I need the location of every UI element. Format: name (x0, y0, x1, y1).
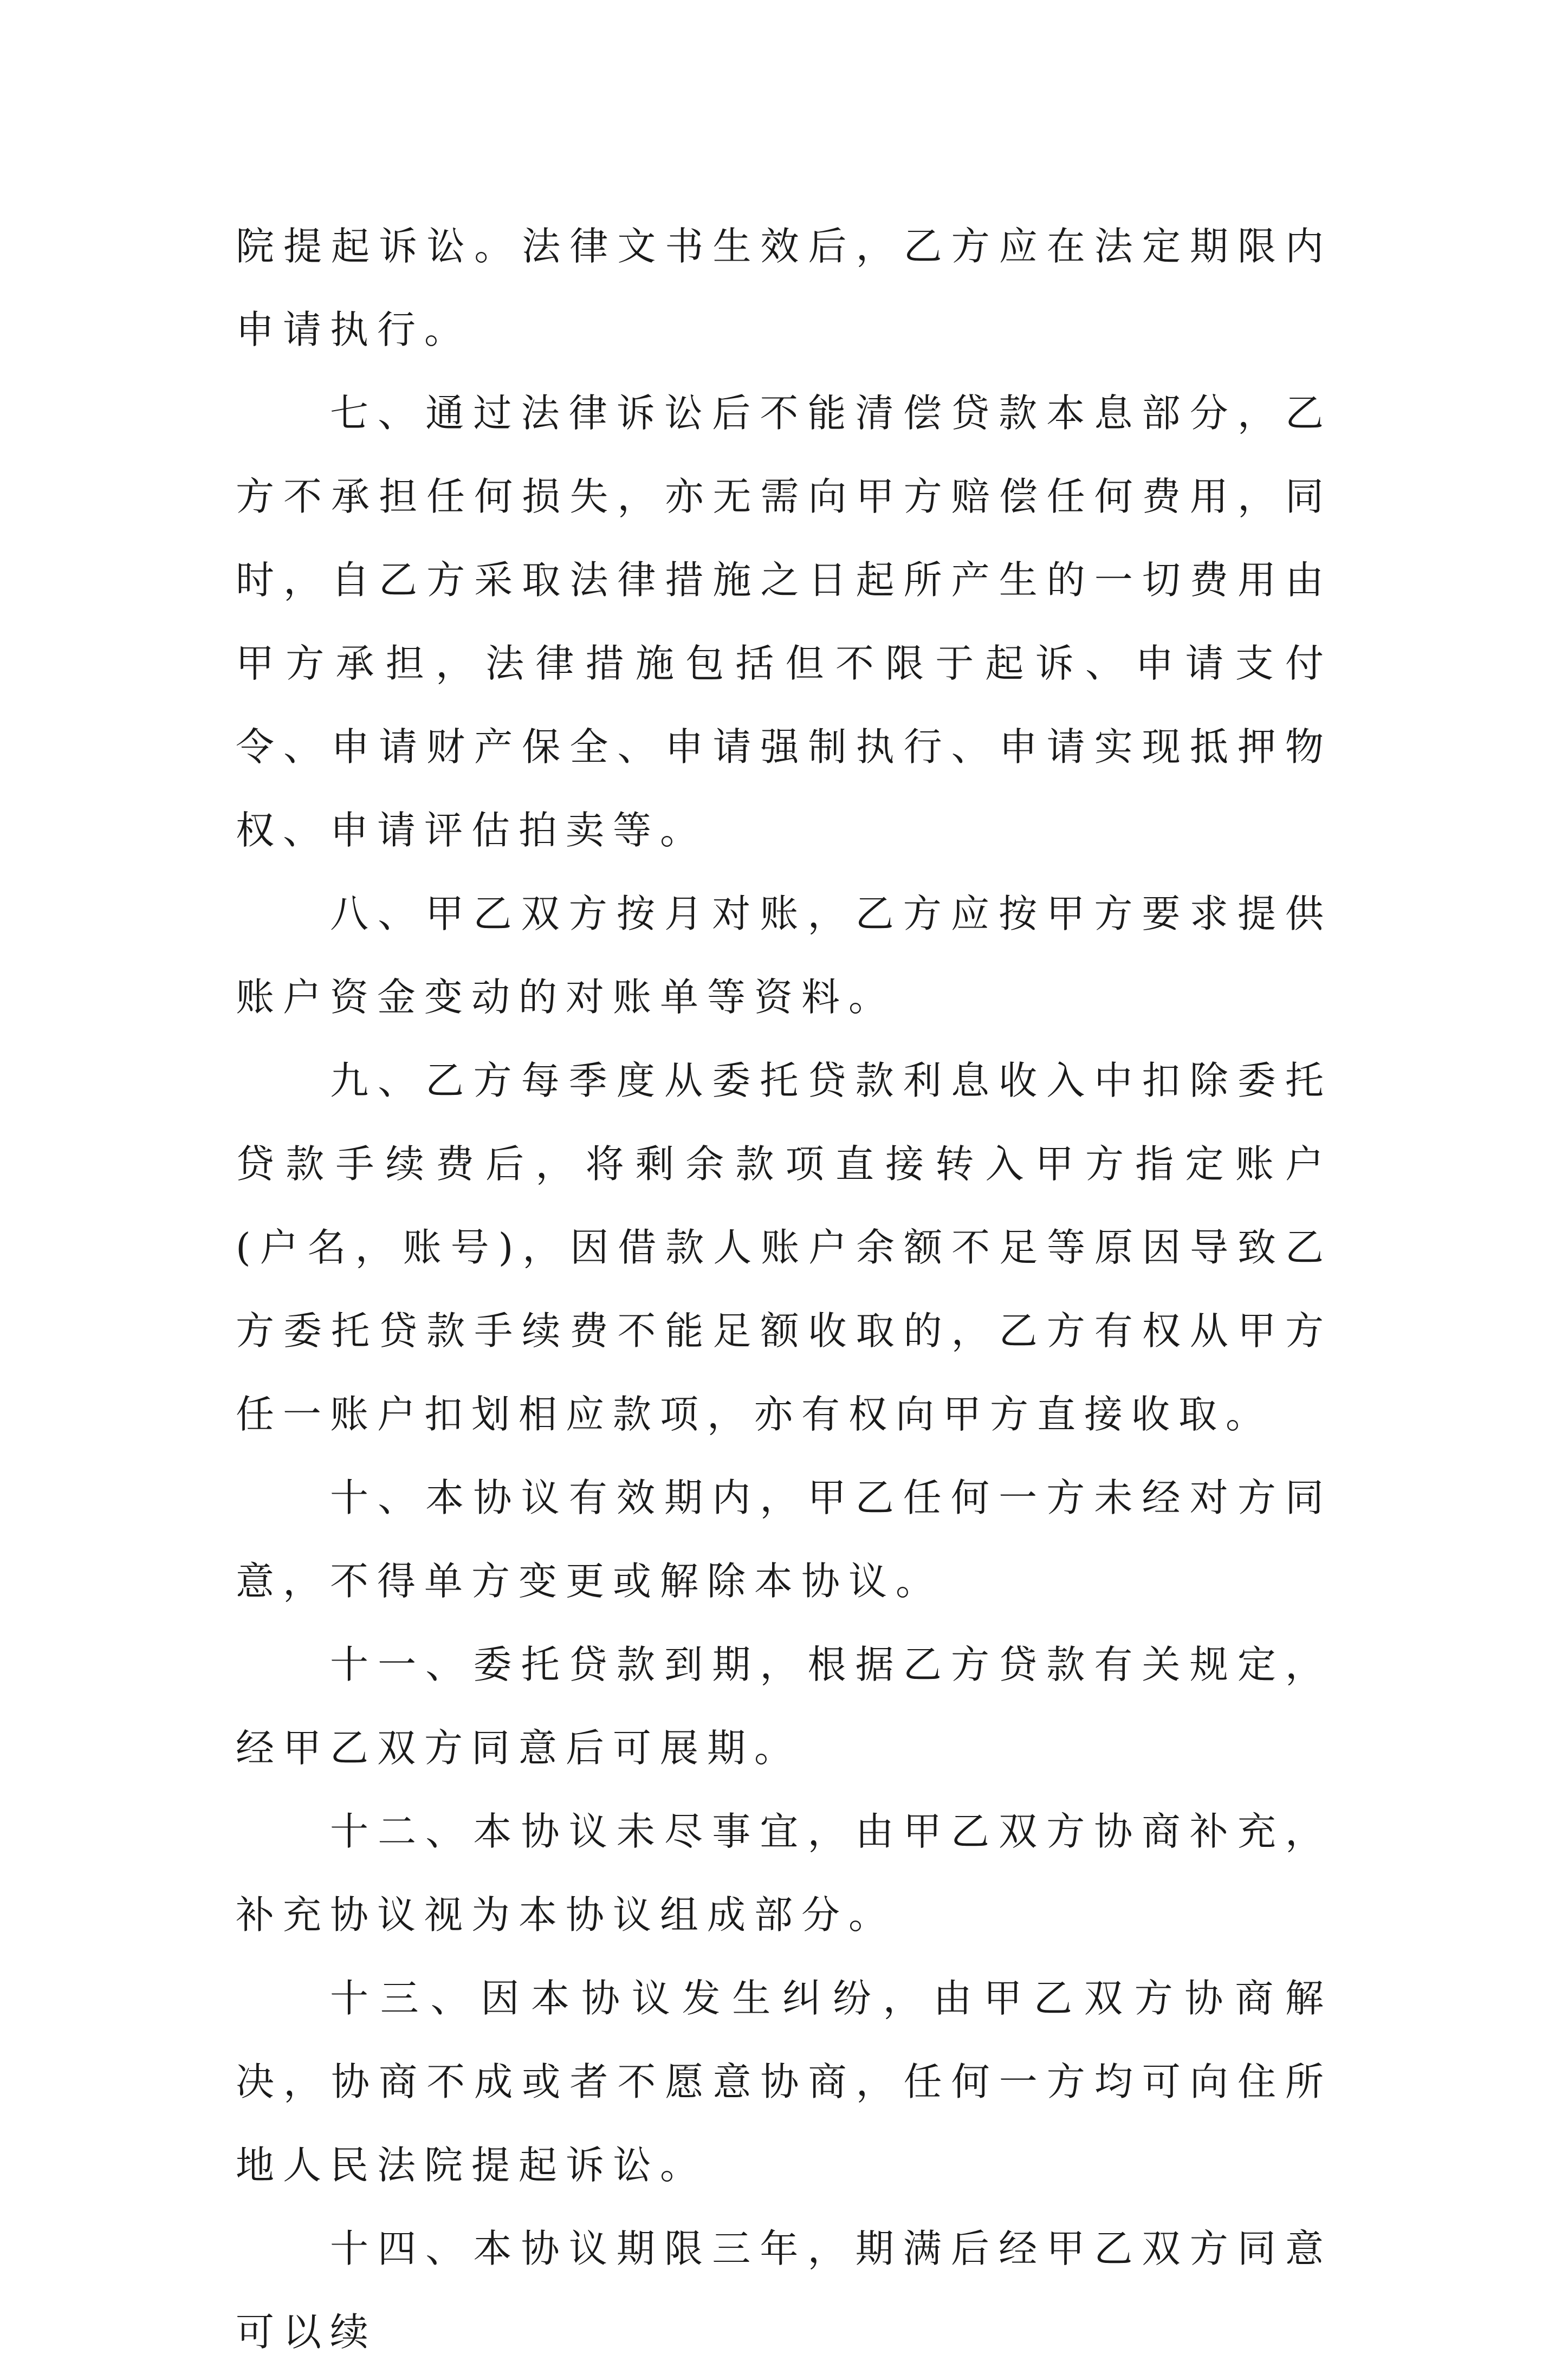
paragraph-clause-11: 十一、委托贷款到期，根据乙方贷款有关规定，经甲乙双方同意后可展期。 (236, 1642, 1332, 1770)
paragraph-clause-9: 九、乙方每季度从委托贷款利息收入中扣除委托贷款手续费后，将剩余款项直接转入甲方指定账户(户名，账号)，因借款人账户余额不足等原因导致乙方委托贷款手续费不能足额收取的，乙方有权从甲方任一账户扣划相应款项，亦有权向甲方直接收取。 (236, 1058, 1332, 1437)
paragraph-clause-8: 八、甲乙双方按月对账，乙方应按甲方要求提供账户资金变动的对账单等资料。 (236, 891, 1332, 1020)
document-body (236, 205, 1332, 2374)
paragraph-clause-10: 十、本协议有效期内，甲乙任何一方未经对方同意，不得单方变更或解除本协议。 (236, 1475, 1332, 1604)
paragraph-clause-7: 七、通过法律诉讼后不能清偿贷款本息部分，乙方不承担任何损失，亦无需向甲方赔偿任何费用，同时，自乙方采取法律措施之日起所产生的一切费用由甲方承担，法律措施包括但不限于起诉、申请支付令、申请财产保全、申请强制执行、申请实现抵押物权、申请评估拍卖等。 (236, 391, 1332, 853)
paragraph-clause-12: 十二、本协议未尽事宜，由甲乙双方协商补充，补充协议视为本协议组成部分。 (236, 1809, 1332, 1937)
paragraph-clause-14: 十四、本协议期限三年，期满后经甲乙双方同意可以续 (236, 2226, 1332, 2354)
paragraph-continuation: 院提起诉讼。法律文书生效后，乙方应在法定期限内申请执行。 (236, 224, 1332, 352)
paragraph-clause-13: 十三、因本协议发生纠纷，由甲乙双方协商解决，协商不成或者不愿意协商，任何一方均可向住所地人民法院提起诉讼。 (236, 1976, 1332, 2188)
